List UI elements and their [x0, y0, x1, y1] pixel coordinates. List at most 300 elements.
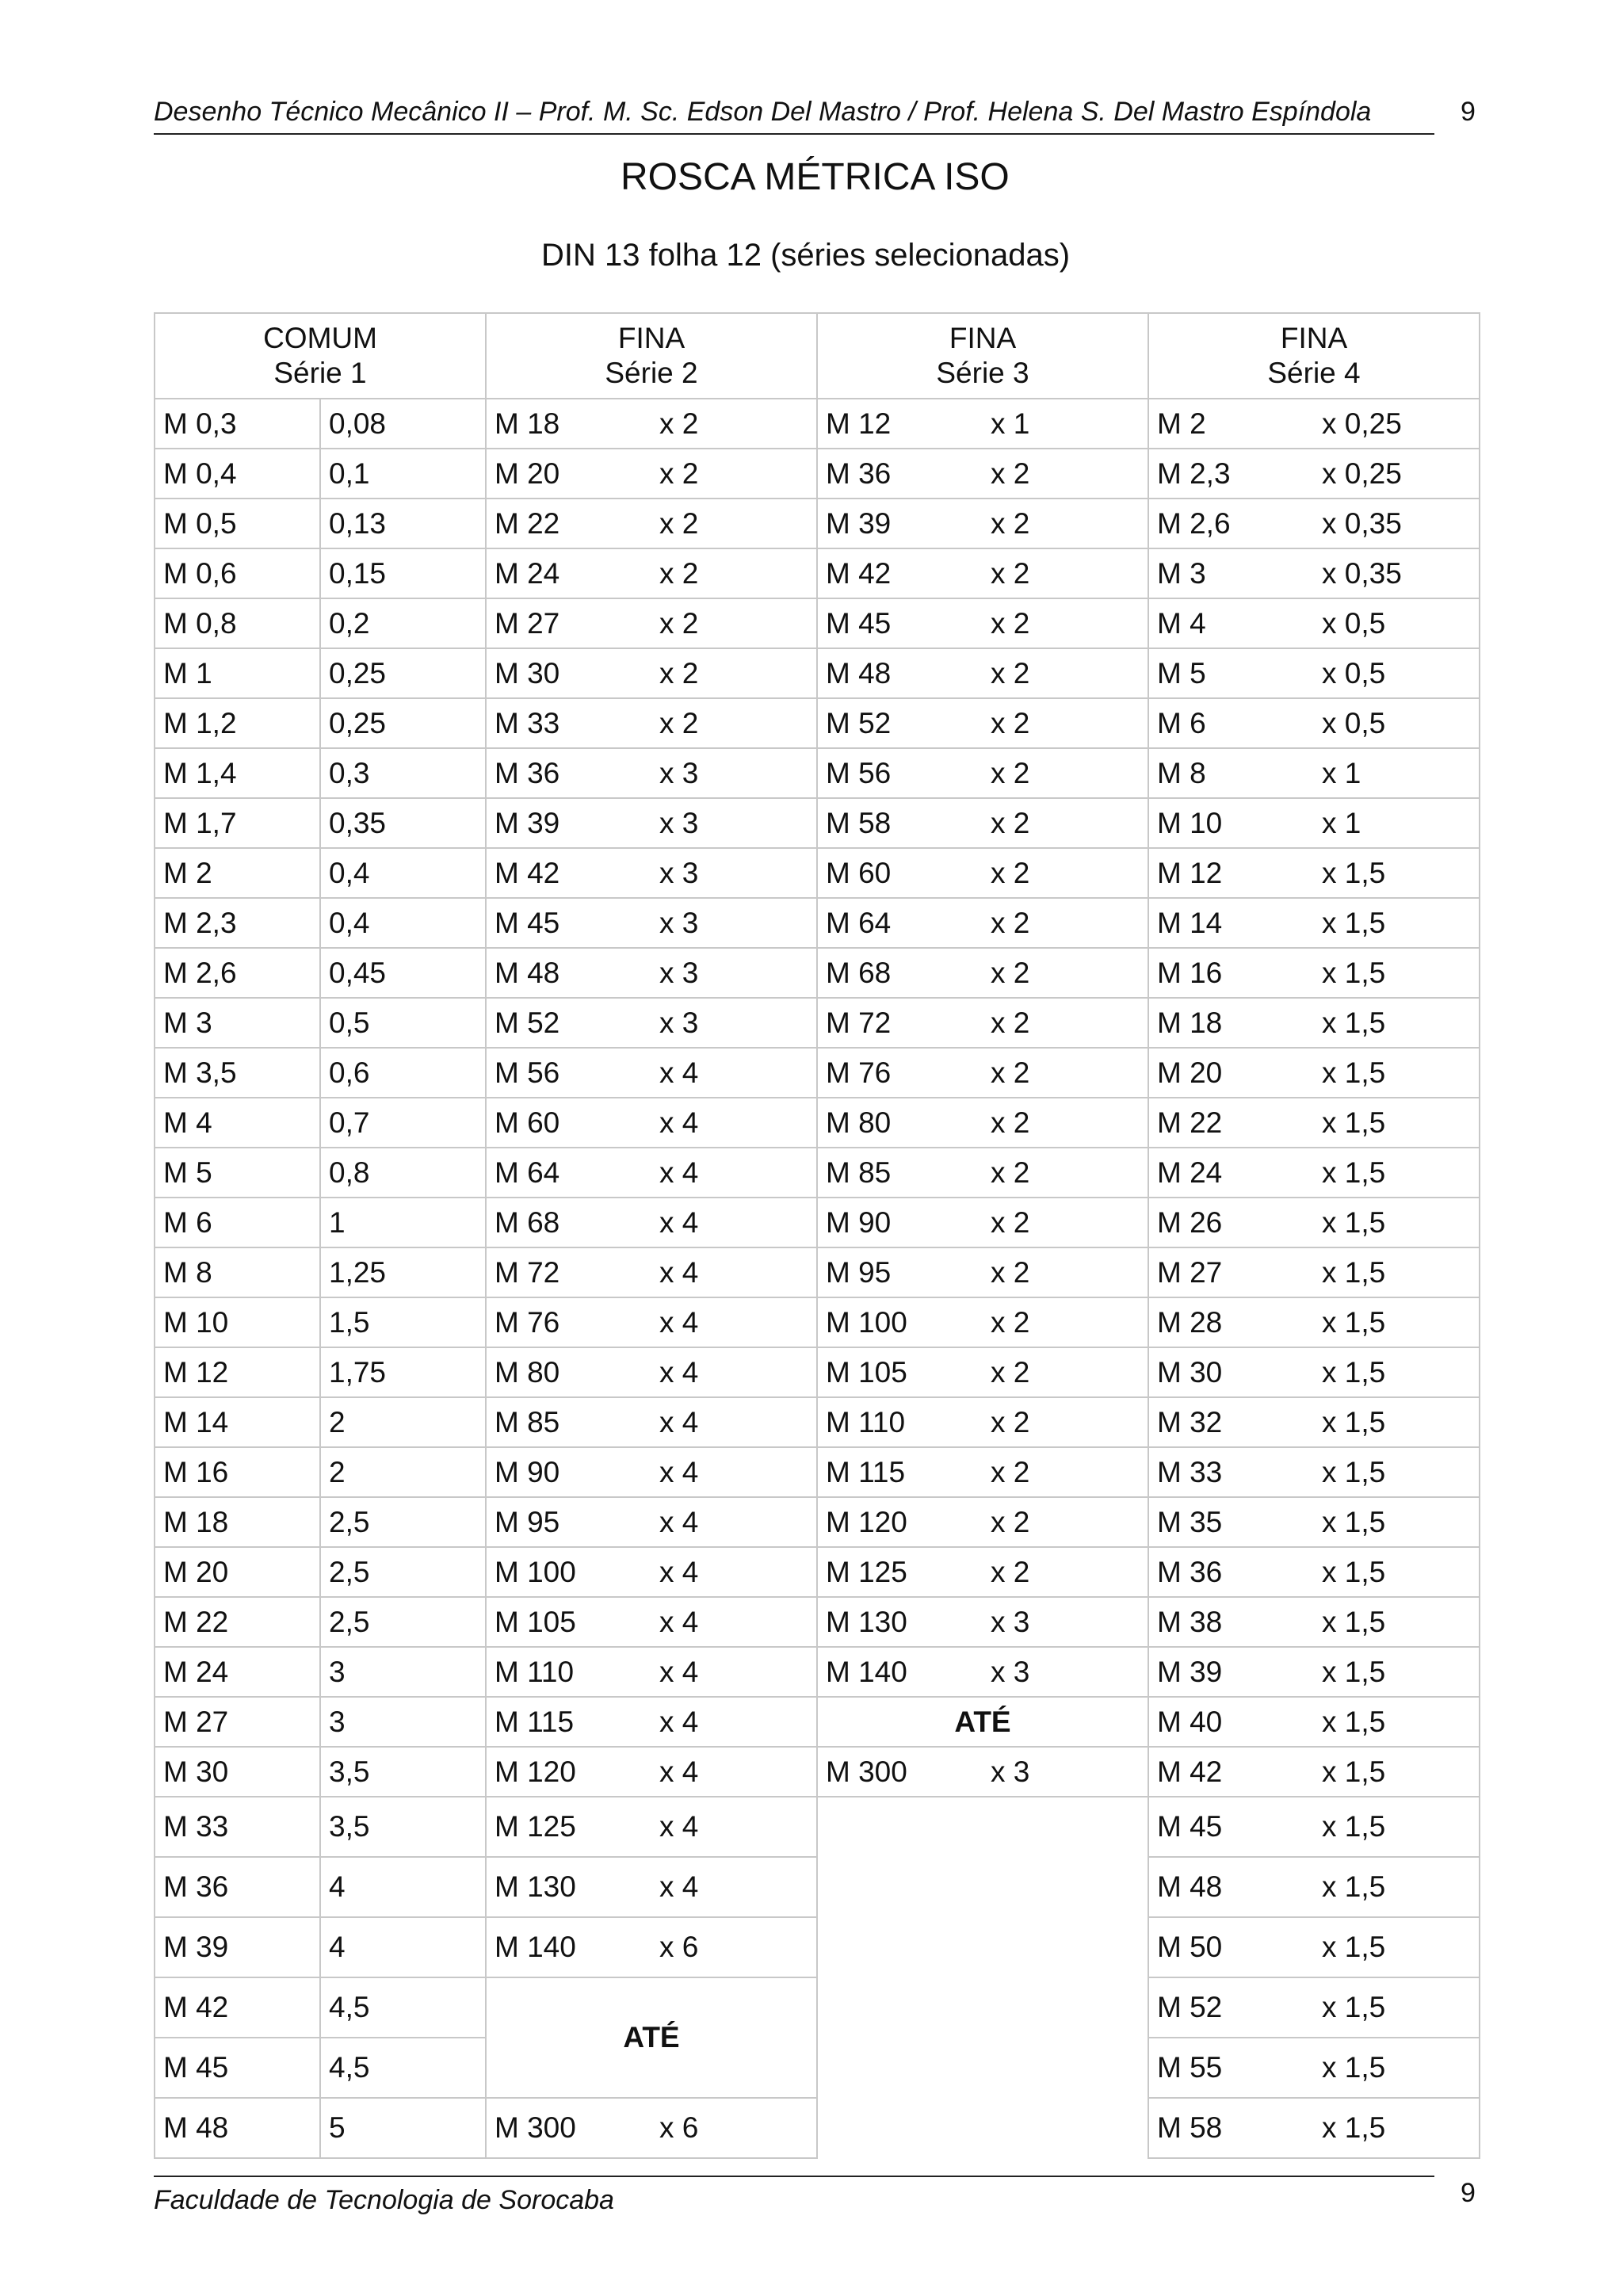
serie2-cell: [486, 1747, 817, 1797]
serie4-cell: [1148, 1647, 1480, 1697]
thread-size: M 39: [826, 506, 892, 540]
serie1-size-cell: M 33: [155, 1797, 320, 1857]
serie2-cell: [486, 648, 817, 698]
table-row: [155, 548, 1480, 598]
serie4-cell: [1148, 1747, 1480, 1797]
thread-pitch: x 2: [991, 1156, 1030, 1189]
thread-pitch: x 1,5: [1322, 1931, 1386, 1963]
thread-size: M 90: [826, 1205, 892, 1239]
thread-size: M 39: [1157, 1655, 1223, 1688]
serie2-cell: [486, 1048, 817, 1098]
serie4-cell: [1148, 1048, 1480, 1098]
serie1-size-cell: M 6: [155, 1198, 320, 1247]
table-row: [155, 449, 1480, 499]
thread-pitch: x 4: [659, 1205, 699, 1239]
thread-pitch: x 1,5: [1322, 1355, 1386, 1389]
serie1-pitch-cell: 4,5: [320, 1977, 486, 2038]
thread-pitch: x 2: [991, 906, 1030, 939]
thread-size: M 300: [826, 1755, 907, 1788]
thread-size: M 100: [826, 1305, 907, 1339]
thread-pitch: x 0,35: [1322, 556, 1402, 590]
serie2-cell: [486, 1647, 817, 1697]
serie1-pitch-cell: 0,6: [320, 1048, 486, 1098]
serie1-pitch-cell: 2,5: [320, 1497, 486, 1547]
thread-size: M 56: [826, 756, 892, 789]
thread-pitch: x 4: [659, 1870, 699, 1903]
thread-pitch: x 2: [991, 1355, 1030, 1389]
table-row: [155, 1148, 1480, 1198]
table-row: [155, 748, 1480, 798]
thread-pitch: x 0,25: [1322, 407, 1402, 440]
serie4-cell: [1148, 748, 1480, 798]
table-row: [155, 1547, 1480, 1597]
serie3-cell: [817, 1347, 1148, 1397]
serie3-ate-cell: ATÉ: [817, 1697, 1148, 1747]
serie4-cell: [1148, 499, 1480, 548]
thread-size: M 90: [495, 1455, 560, 1488]
serie4-cell: [1148, 648, 1480, 698]
serie2-cell: [486, 1397, 817, 1447]
thread-pitch: x 1,5: [1322, 1305, 1386, 1339]
serie1-pitch-cell: 3: [320, 1697, 486, 1747]
serie4-cell: [1148, 449, 1480, 499]
table-row: [155, 648, 1480, 698]
serie1-pitch-cell: 5: [320, 2098, 486, 2158]
serie4-cell: [1148, 548, 1480, 598]
serie2-cell: [486, 1547, 817, 1597]
thread-size: M 24: [1157, 1156, 1223, 1189]
thread-pitch: x 3: [659, 1006, 699, 1039]
table-row: [155, 1297, 1480, 1347]
thread-pitch: x 2: [659, 606, 699, 640]
serie2-cell: [486, 1148, 817, 1198]
serie2-cell: [486, 1297, 817, 1347]
thread-pitch: x 1: [991, 407, 1030, 440]
thread-size: M 48: [1157, 1870, 1223, 1903]
table-row: [155, 1647, 1480, 1697]
serie2-cell: [486, 1857, 817, 1917]
thread-size: M 22: [1157, 1106, 1223, 1139]
column-header-title: COMUM: [263, 322, 377, 354]
table-row: [155, 1347, 1480, 1397]
thread-pitch: x 2: [991, 1455, 1030, 1488]
thread-pitch: x 6: [659, 2111, 699, 2144]
thread-pitch: x 1,5: [1322, 906, 1386, 939]
thread-pitch: x 4: [659, 1106, 699, 1139]
serie1-size-cell: M 0,6: [155, 548, 320, 598]
thread-size: M 12: [826, 407, 892, 440]
thread-size: M 68: [495, 1205, 560, 1239]
serie3-empty-area: [817, 1797, 1148, 2158]
serie2-cell: [486, 1447, 817, 1497]
serie1-pitch-cell: 0,08: [320, 399, 486, 449]
thread-size: M 28: [1157, 1305, 1223, 1339]
thread-pitch: x 4: [659, 1156, 699, 1189]
thread-size: M 50: [1157, 1931, 1223, 1963]
thread-size: M 27: [495, 606, 560, 640]
serie1-pitch-cell: 2,5: [320, 1547, 486, 1597]
serie1-size-cell: M 1: [155, 648, 320, 698]
serie3-cell: [817, 1048, 1148, 1098]
thread-pitch: x 2: [991, 1255, 1030, 1289]
thread-size: M 30: [1157, 1355, 1223, 1389]
thread-pitch: x 4: [659, 1755, 699, 1788]
serie4-cell: [1148, 598, 1480, 648]
serie1-pitch-cell: 0,35: [320, 798, 486, 848]
thread-pitch: x 4: [659, 1705, 699, 1738]
thread-pitch: x 2: [991, 656, 1030, 690]
thread-pitch: x 3: [659, 906, 699, 939]
thread-pitch: x 2: [991, 856, 1030, 889]
thread-pitch: x 2: [991, 1405, 1030, 1438]
thread-size: M 95: [826, 1255, 892, 1289]
serie3-cell: [817, 698, 1148, 748]
serie4-cell: [1148, 1497, 1480, 1547]
serie1-size-cell: M 14: [155, 1397, 320, 1447]
serie1-pitch-cell: 1,5: [320, 1297, 486, 1347]
thread-pitch: x 2: [991, 606, 1030, 640]
serie1-pitch-cell: 1: [320, 1198, 486, 1247]
thread-pitch: x 0,5: [1322, 706, 1386, 739]
serie2-cell: [486, 1247, 817, 1297]
table-row: [155, 1397, 1480, 1447]
thread-pitch: x 1,5: [1322, 1106, 1386, 1139]
serie4-cell: [1148, 1857, 1480, 1917]
thread-size: M 42: [826, 556, 892, 590]
column-header: [155, 313, 486, 399]
thread-pitch: x 3: [659, 806, 699, 839]
serie1-pitch-cell: 0,25: [320, 648, 486, 698]
thread-size: M 64: [826, 906, 892, 939]
thread-size: M 39: [495, 806, 560, 839]
table-row: [155, 998, 1480, 1048]
thread-pitch: x 2: [659, 706, 699, 739]
serie4-cell: [1148, 798, 1480, 848]
thread-size: M 58: [1157, 2111, 1223, 2144]
thread-size: M 48: [826, 656, 892, 690]
thread-pitch: x 1,5: [1322, 1705, 1386, 1738]
serie1-size-cell: M 1,4: [155, 748, 320, 798]
serie3-cell: [817, 1447, 1148, 1497]
thread-size: M 125: [495, 1810, 576, 1843]
serie1-size-cell: M 2,3: [155, 898, 320, 948]
serie2-cell: [486, 449, 817, 499]
serie4-cell: [1148, 2098, 1480, 2158]
thread-pitch: x 1,5: [1322, 1056, 1386, 1089]
serie1-pitch-cell: 3,5: [320, 1747, 486, 1797]
serie1-pitch-cell: 2,5: [320, 1597, 486, 1647]
thread-pitch: x 1: [1322, 806, 1361, 839]
serie2-cell: [486, 798, 817, 848]
table-row: [155, 898, 1480, 948]
serie1-size-cell: M 42: [155, 1977, 320, 2038]
serie1-pitch-cell: 1,25: [320, 1247, 486, 1297]
thread-pitch: x 2: [659, 407, 699, 440]
serie3-cell: [817, 1597, 1148, 1647]
thread-size: M 42: [495, 856, 560, 889]
thread-pitch: x 0,5: [1322, 656, 1386, 690]
serie3-cell: [817, 449, 1148, 499]
serie2-cell: [486, 1797, 817, 1857]
thread-pitch: x 1,5: [1322, 1870, 1386, 1903]
thread-size: M 10: [1157, 806, 1223, 839]
thread-size: M 140: [495, 1931, 576, 1963]
serie4-cell: [1148, 1198, 1480, 1247]
serie1-size-cell: M 1,7: [155, 798, 320, 848]
thread-size: M 58: [826, 806, 892, 839]
serie3-cell: [817, 598, 1148, 648]
serie2-cell: [486, 1198, 817, 1247]
thread-size: M 33: [495, 706, 560, 739]
thread-size: M 60: [495, 1106, 560, 1139]
thread-size: M 76: [826, 1056, 892, 1089]
serie1-size-cell: M 24: [155, 1647, 320, 1697]
serie2-cell: [486, 1597, 817, 1647]
serie3-cell: [817, 1247, 1148, 1297]
thread-pitch: x 1: [1322, 756, 1361, 789]
table-row: [155, 1447, 1480, 1497]
thread-size: M 5: [1157, 656, 1206, 690]
thread-size: M 2: [1157, 407, 1206, 440]
serie2-cell: [486, 898, 817, 948]
thread-pitch: x 2: [991, 1305, 1030, 1339]
serie1-pitch-cell: 0,7: [320, 1098, 486, 1148]
thread-size: M 120: [495, 1755, 576, 1788]
serie3-cell: [817, 399, 1148, 449]
column-header-title: FINA: [617, 322, 685, 354]
thread-size: M 105: [495, 1605, 576, 1638]
thread-pitch: x 4: [659, 1405, 699, 1438]
thread-pitch: x 1,5: [1322, 856, 1386, 889]
serie1-pitch-cell: 4: [320, 1917, 486, 1977]
serie2-cell: [486, 548, 817, 598]
thread-pitch: x 4: [659, 1255, 699, 1289]
serie4-cell: [1148, 1447, 1480, 1497]
serie4-cell: [1148, 1597, 1480, 1647]
table-row: [155, 1697, 1480, 1747]
thread-pitch: x 1,5: [1322, 1156, 1386, 1189]
table-row: [155, 499, 1480, 548]
table-row: [155, 1098, 1480, 1148]
thread-pitch: x 4: [659, 1605, 699, 1638]
serie1-size-cell: M 3,5: [155, 1048, 320, 1098]
thread-size: M 45: [826, 606, 892, 640]
thread-size: M 4: [1157, 606, 1206, 640]
serie3-cell: [817, 798, 1148, 848]
thread-size: M 26: [1157, 1205, 1223, 1239]
thread-pitch: x 4: [659, 1455, 699, 1488]
serie1-pitch-cell: 3,5: [320, 1797, 486, 1857]
thread-pitch: x 2: [659, 457, 699, 490]
thread-size: M 115: [826, 1455, 906, 1488]
serie3-cell: [817, 1297, 1148, 1347]
thread-size: M 35: [1157, 1505, 1223, 1538]
thread-pitch: x 2: [659, 656, 699, 690]
thread-size: M 120: [826, 1505, 907, 1538]
serie1-pitch-cell: 4: [320, 1857, 486, 1917]
serie2-cell: [486, 1697, 817, 1747]
serie4-cell: [1148, 1347, 1480, 1397]
thread-pitch: x 1,5: [1322, 1006, 1386, 1039]
serie1-pitch-cell: 0,5: [320, 998, 486, 1048]
thread-pitch: x 4: [659, 1555, 699, 1588]
thread-pitch: x 3: [991, 1755, 1030, 1788]
thread-pitch: x 2: [991, 1505, 1030, 1538]
table-row: [155, 1048, 1480, 1098]
thread-pitch: x 0,35: [1322, 506, 1402, 540]
thread-size: M 85: [826, 1156, 892, 1189]
page-title: ROSCA MÉTRICA ISO: [621, 156, 1010, 198]
table-row: [155, 1747, 1480, 1797]
thread-pitch: x 2: [991, 756, 1030, 789]
serie3-cell: [817, 1198, 1148, 1247]
serie3-cell: [817, 648, 1148, 698]
thread-size: M 32: [1157, 1405, 1223, 1438]
thread-pitch: x 3: [659, 956, 699, 989]
serie1-size-cell: M 48: [155, 2098, 320, 2158]
serie2-cell: [486, 848, 817, 898]
serie3-cell: [817, 1747, 1148, 1797]
serie1-size-cell: M 27: [155, 1697, 320, 1747]
serie1-pitch-cell: 0,25: [320, 698, 486, 748]
thread-pitch: x 1,5: [1322, 956, 1386, 989]
table-header-row: [155, 313, 1480, 399]
serie3-cell: [817, 1647, 1148, 1697]
table-row: [155, 1597, 1480, 1647]
table-row: [155, 698, 1480, 748]
header-rule: [154, 133, 1434, 135]
thread-size: M 100: [495, 1555, 576, 1588]
thread-size: M 30: [495, 656, 560, 690]
footer-rule: [154, 2176, 1434, 2177]
thread-pitch: x 3: [991, 1605, 1030, 1638]
thread-size: M 56: [495, 1056, 560, 1089]
thread-pitch: x 2: [659, 556, 699, 590]
thread-size: M 2,3: [1157, 457, 1231, 490]
thread-pitch: x 1,5: [1322, 1205, 1386, 1239]
serie1-size-cell: M 45: [155, 2038, 320, 2098]
footer-text: Faculdade de Tecnologia de Sorocaba: [154, 2185, 614, 2215]
serie4-cell: [1148, 1797, 1480, 1857]
column-header-series: Série 3: [936, 357, 1029, 389]
column-header-series: Série 1: [273, 357, 367, 389]
thread-size: M 64: [495, 1156, 560, 1189]
thread-size: M 36: [495, 756, 560, 789]
serie2-cell: [486, 748, 817, 798]
thread-pitch: x 2: [991, 1056, 1030, 1089]
thread-size: M 8: [1157, 756, 1206, 789]
header-page-number: 9: [1461, 97, 1476, 127]
serie4-cell: [1148, 1247, 1480, 1297]
thread-size: M 20: [1157, 1056, 1223, 1089]
thread-pitch: x 4: [659, 1810, 699, 1843]
serie2-cell: [486, 598, 817, 648]
serie3-cell: [817, 998, 1148, 1048]
thread-pitch: x 1,5: [1322, 1991, 1386, 2023]
column-header: [1148, 313, 1480, 399]
serie2-cell: [486, 399, 817, 449]
thread-size: M 48: [495, 956, 560, 989]
thread-size: M 36: [826, 457, 892, 490]
serie2-cell: [486, 1098, 817, 1148]
thread-size: M 52: [1157, 1991, 1223, 2023]
column-header: [817, 313, 1148, 399]
thread-pitch: x 6: [659, 1931, 699, 1963]
column-header: [486, 313, 817, 399]
column-header-series: Série 4: [1267, 357, 1361, 389]
serie3-cell: [817, 1397, 1148, 1447]
thread-size: M 12: [1157, 856, 1223, 889]
thread-size: M 60: [826, 856, 892, 889]
serie1-pitch-cell: 0,2: [320, 598, 486, 648]
thread-size: M 45: [495, 906, 560, 939]
thread-pitch: x 4: [659, 1505, 699, 1538]
thread-pitch: x 2: [991, 706, 1030, 739]
thread-pitch: x 1,5: [1322, 2111, 1386, 2144]
thread-pitch: x 1,5: [1322, 1555, 1386, 1588]
thread-size: M 76: [495, 1305, 560, 1339]
serie3-cell: [817, 848, 1148, 898]
serie1-pitch-cell: 0,3: [320, 748, 486, 798]
thread-size: M 16: [1157, 956, 1223, 989]
thread-size: M 42: [1157, 1755, 1223, 1788]
thread-size: M 27: [1157, 1255, 1223, 1289]
thread-size: M 52: [826, 706, 892, 739]
serie1-size-cell: M 8: [155, 1247, 320, 1297]
serie3-cell: [817, 1098, 1148, 1148]
serie3-cell: [817, 1148, 1148, 1198]
thread-size: M 72: [495, 1255, 560, 1289]
page-subtitle: DIN 13 folha 12 (séries selecionadas): [541, 238, 1071, 273]
thread-pitch: x 4: [659, 1655, 699, 1688]
thread-pitch: x 1,5: [1322, 1655, 1386, 1688]
serie4-cell: [1148, 698, 1480, 748]
serie2-cell: [486, 948, 817, 998]
thread-pitch: x 4: [659, 1305, 699, 1339]
thread-size: M 52: [495, 1006, 560, 1039]
serie3-cell: [817, 1547, 1148, 1597]
serie1-pitch-cell: 0,15: [320, 548, 486, 598]
column-header-title: FINA: [1280, 322, 1348, 354]
serie1-pitch-cell: 2: [320, 1397, 486, 1447]
thread-pitch: x 0,25: [1322, 457, 1402, 490]
thread-size: M 24: [495, 556, 560, 590]
thread-pitch: x 2: [991, 1006, 1030, 1039]
serie4-cell: [1148, 1917, 1480, 1977]
thread-size: M 40: [1157, 1705, 1223, 1738]
serie1-size-cell: M 0,3: [155, 399, 320, 449]
serie3-cell: [817, 548, 1148, 598]
thread-size: M 14: [1157, 906, 1223, 939]
serie1-pitch-cell: 0,13: [320, 499, 486, 548]
serie1-size-cell: M 2,6: [155, 948, 320, 998]
serie4-cell: [1148, 1697, 1480, 1747]
thread-pitch: x 2: [991, 457, 1030, 490]
thread-size: M 6: [1157, 706, 1206, 739]
serie2-cell: [486, 499, 817, 548]
serie4-cell: [1148, 1977, 1480, 2038]
thread-table: [154, 312, 1480, 2159]
thread-pitch: x 1,5: [1322, 1605, 1386, 1638]
thread-pitch: x 2: [991, 556, 1030, 590]
table-row: [155, 948, 1480, 998]
thread-size: M 18: [495, 407, 560, 440]
thread-size: M 125: [826, 1555, 907, 1588]
serie1-size-cell: M 4: [155, 1098, 320, 1148]
table-row: [155, 1198, 1480, 1247]
serie1-size-cell: M 12: [155, 1347, 320, 1397]
serie1-size-cell: M 2: [155, 848, 320, 898]
